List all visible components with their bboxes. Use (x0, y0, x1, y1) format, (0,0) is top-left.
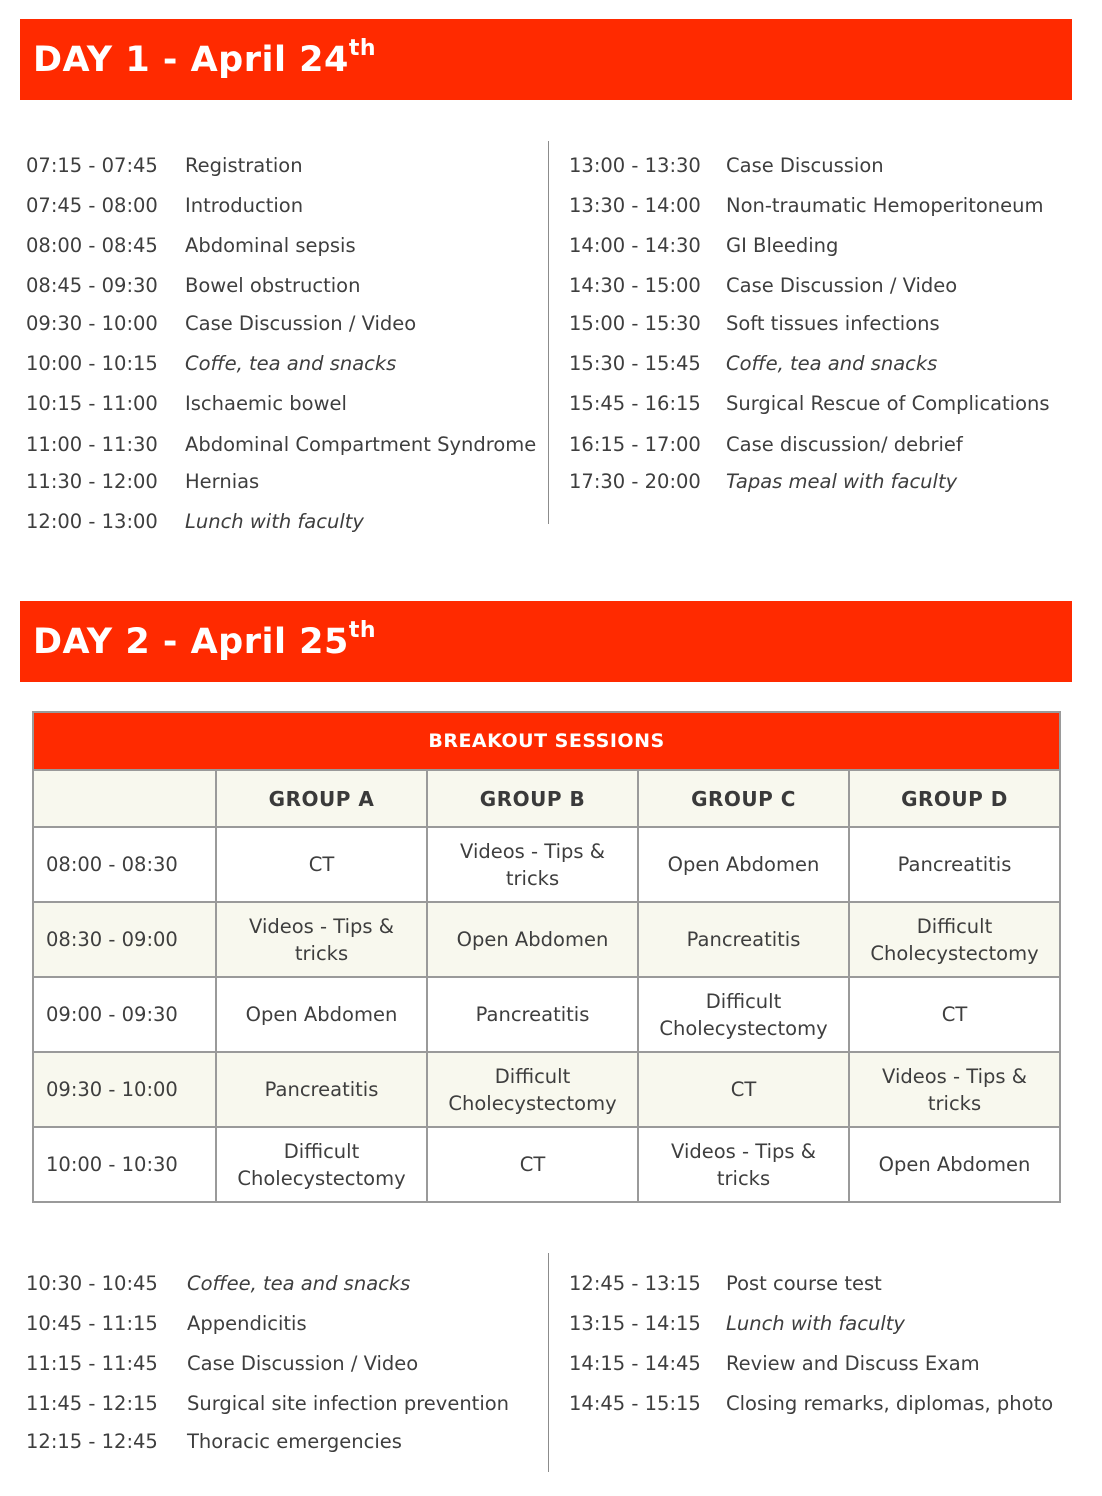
time-header-empty (33, 770, 216, 827)
schedule-time: 14:15 - 14:45 (569, 1352, 701, 1375)
session-cell: Videos - Tips & tricks (216, 902, 427, 977)
day1-title-suffix: th (348, 35, 377, 61)
schedule-time: 17:30 - 20:00 (569, 470, 701, 493)
session-cell: Pancreatitis (638, 902, 849, 977)
table-row (33, 977, 1060, 1052)
schedule-time: 09:30 - 10:00 (26, 312, 158, 335)
schedule-item: Case Discussion (726, 154, 884, 177)
session-cell: Open Abdomen (427, 902, 638, 977)
schedule-time: 10:30 - 10:45 (26, 1272, 158, 1295)
table-row (33, 827, 1060, 902)
schedule-time: 07:15 - 07:45 (26, 154, 158, 177)
day2-title-suffix: th (348, 617, 377, 643)
group-b-header: GROUP B (427, 770, 638, 827)
schedule-time: 12:00 - 13:00 (26, 510, 158, 533)
slot-time: 09:00 - 09:30 (33, 977, 216, 1052)
schedule-item: Registration (185, 154, 303, 177)
breakout-title: BREAKOUT SESSIONS (33, 712, 1060, 770)
schedule-item: Review and Discuss Exam (726, 1352, 980, 1375)
schedule-time: 15:00 - 15:30 (569, 312, 701, 335)
session-cell: Videos - Tips & tricks (638, 1127, 849, 1202)
session-cell: Pancreatitis (849, 827, 1060, 902)
session-cell: CT (638, 1052, 849, 1127)
day2-title: DAY 2 - April 25th (33, 617, 377, 662)
session-cell: CT (849, 977, 1060, 1052)
schedule-time: 08:00 - 08:45 (26, 234, 158, 257)
session-cell: Open Abdomen (638, 827, 849, 902)
session-cell: Open Abdomen (849, 1127, 1060, 1202)
schedule-item: Post course test (726, 1272, 882, 1295)
schedule-time: 08:45 - 09:30 (26, 274, 158, 297)
session-cell: Difficult Cholecystectomy (849, 902, 1060, 977)
schedule-item: Abdominal Compartment Syndrome (185, 433, 537, 456)
schedule-item: Coffe, tea and snacks (726, 352, 938, 375)
schedule-item: Introduction (185, 194, 304, 217)
day1-title: DAY 1 - April 24th (33, 35, 377, 80)
schedule-item: Surgical Rescue of Complications (726, 392, 1050, 415)
schedule-time: 16:15 - 17:00 (569, 433, 701, 456)
session-cell: Open Abdomen (216, 977, 427, 1052)
schedule-item: Tapas meal with faculty (726, 470, 958, 493)
schedule-item: Abdominal sepsis (185, 234, 356, 257)
schedule-item: Soft tissues infections (726, 312, 940, 335)
schedule-item: Case Discussion / Video (187, 1352, 419, 1375)
slot-time: 08:00 - 08:30 (33, 827, 216, 902)
schedule-item: Ischaemic bowel (185, 392, 347, 415)
session-cell: CT (216, 827, 427, 902)
table-row (33, 1127, 1060, 1202)
schedule-item: Bowel obstruction (185, 274, 361, 297)
schedule-item: Case Discussion / Video (726, 274, 958, 297)
session-cell: CT (427, 1127, 638, 1202)
schedule-item: GI Bleeding (726, 234, 839, 257)
group-d-header: GROUP D (849, 770, 1060, 827)
schedule-time: 11:15 - 11:45 (26, 1352, 158, 1375)
session-cell: Pancreatitis (216, 1052, 427, 1127)
table-row (33, 1052, 1060, 1127)
schedule-time: 15:30 - 15:45 (569, 352, 701, 375)
day2-banner (20, 601, 1072, 682)
schedule-time: 14:30 - 15:00 (569, 274, 701, 297)
schedule-time: 13:15 - 14:15 (569, 1312, 701, 1335)
day1-column-divider (548, 141, 549, 524)
session-cell: Videos - Tips & tricks (427, 827, 638, 902)
session-cell: Difficult Cholecystectomy (638, 977, 849, 1052)
session-cell: Pancreatitis (427, 977, 638, 1052)
schedule-item: Case Discussion / Video (185, 312, 417, 335)
schedule-time: 11:30 - 12:00 (26, 470, 158, 493)
slot-time: 08:30 - 09:00 (33, 902, 216, 977)
schedule-item: Hernias (185, 470, 260, 493)
slot-time: 09:30 - 10:00 (33, 1052, 216, 1127)
schedule-item: Lunch with faculty (726, 1312, 905, 1335)
schedule-time: 15:45 - 16:15 (569, 392, 701, 415)
schedule-time: 11:45 - 12:15 (26, 1392, 158, 1415)
schedule-time: 14:45 - 15:15 (569, 1392, 701, 1415)
schedule-item: Closing remarks, diplomas, photo (726, 1392, 1054, 1415)
schedule-time: 10:00 - 10:15 (26, 352, 158, 375)
schedule-time: 07:45 - 08:00 (26, 194, 158, 217)
schedule-item: Non-traumatic Hemoperitoneum (726, 194, 1044, 217)
schedule-time: 14:00 - 14:30 (569, 234, 701, 257)
schedule-time: 10:15 - 11:00 (26, 392, 158, 415)
schedule-time: 13:00 - 13:30 (569, 154, 701, 177)
session-cell: Difficult Cholecystectomy (427, 1052, 638, 1127)
table-row (33, 902, 1060, 977)
schedule-item: Coffee, tea and snacks (187, 1272, 411, 1295)
slot-time: 10:00 - 10:30 (33, 1127, 216, 1202)
group-header-row (33, 770, 1060, 827)
group-c-header: GROUP C (638, 770, 849, 827)
schedule-item: Case discussion/ debrief (726, 433, 963, 456)
schedule-time: 12:45 - 13:15 (569, 1272, 701, 1295)
session-cell: Difficult Cholecystectomy (216, 1127, 427, 1202)
day2-column-divider (548, 1253, 549, 1472)
schedule-item: Lunch with faculty (185, 510, 364, 533)
schedule-time: 10:45 - 11:15 (26, 1312, 158, 1335)
schedule-item: Thoracic emergencies (187, 1430, 402, 1453)
schedule-item: Surgical site infection prevention (187, 1392, 510, 1415)
session-cell: Videos - Tips & tricks (849, 1052, 1060, 1127)
schedule-time: 13:30 - 14:00 (569, 194, 701, 217)
breakout-table (32, 711, 1061, 1203)
schedule-item: Coffe, tea and snacks (185, 352, 397, 375)
schedule-time: 12:15 - 12:45 (26, 1430, 158, 1453)
day1-banner (20, 19, 1072, 100)
schedule-item: Appendicitis (187, 1312, 307, 1335)
group-a-header: GROUP A (216, 770, 427, 827)
schedule-time: 11:00 - 11:30 (26, 433, 158, 456)
